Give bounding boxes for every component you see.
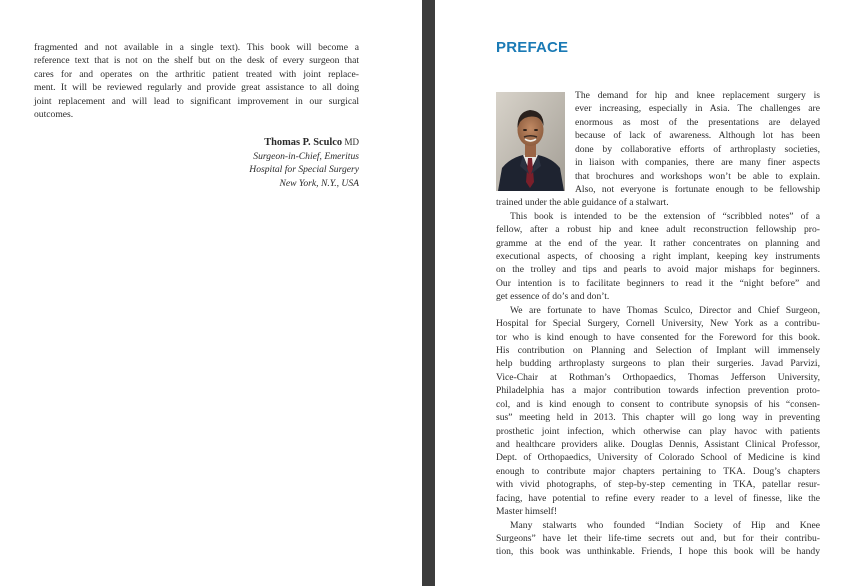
text-line: enormous as most of the presentations are delayed (575, 116, 820, 128)
signature-name: Thomas P. Sculco (264, 137, 343, 148)
right-page (435, 0, 849, 586)
text-line: Master himself! (496, 506, 558, 518)
left-page (0, 0, 422, 586)
signature-degree: MD (344, 137, 359, 147)
text-line: This book is intended to be the extension of “scribbled notes” of a (510, 210, 820, 222)
text-line: Many stalwarts who founded “Indian Society of Hip and Knee (510, 519, 820, 531)
text-line: ever increasing, especially in Asia. The challenges are (575, 103, 820, 115)
text-line: cares for and operates on the arthritic patient treated with joint replace- (34, 68, 359, 80)
signature-location: New York, N.Y., USA (279, 177, 359, 189)
text-line: tor who is kind enough to have consented for the Foreword for this book. (496, 331, 820, 343)
page-title: PREFACE (496, 39, 569, 56)
foreword-signature (200, 136, 359, 190)
text-line: Philadelphia has a major contribution towards infection prevention proto- (496, 385, 820, 397)
text-line: facing, have potential to refine every reader to a level of finesse, like the (496, 492, 820, 504)
signature-title: Surgeon-in-Chief, Emeritus (253, 150, 359, 162)
text-line: The demand for hip and knee replacement surgery is (575, 90, 820, 101)
text-line: in liaison with companies, there are many finer aspects (575, 157, 820, 169)
left-page-text (34, 41, 359, 122)
signature-institution: Hospital for Special Surgery (249, 164, 359, 176)
text-line: Surgeons” have let their life-time secrets out and, but for their contribu- (496, 532, 820, 544)
text-line: with vivid photographs, of step-by-step cementing in TKA, patellar resur- (496, 479, 820, 491)
text-line: done by collaborative efforts of arthroplasty societies, (575, 143, 820, 155)
text-line: help budding arthroplasty surgeons to plan their surgeries. Javad Parvizi, (496, 358, 820, 370)
text-line: We are fortunate to have Thomas Sculco, Director and Chief Surgeon, (510, 304, 820, 316)
text-line: Our intention is to facilitate beginners to read it the “night before” and (496, 277, 820, 289)
text-line: executional aspects, of choosing a right implant, keeping key instruments (496, 251, 820, 263)
text-line: fellow, after a robust hip and knee adult reconstruction fellowship pro- (496, 224, 820, 236)
text-line: on the trolley and tips and pearls to avoid major mishaps for beginners. (496, 264, 820, 276)
text-line: get essence of do’s and don’t. (496, 291, 610, 303)
text-line: tion, this book was unthinkable. Friends, I hope this book will be handy (496, 546, 820, 558)
text-line: enough to contribute major chapters pertaining to TKA. Doug’s chapters (496, 465, 820, 477)
text-line: reference text that is not on the shelf but on the desk of every surgeon that (34, 55, 359, 67)
page-gutter (422, 0, 435, 586)
text-line: Also, not everyone is fortunate enough to be fellowship (575, 183, 820, 195)
text-line: ment. It will be reviewed regularly and provide great assistance to all doing (34, 82, 359, 94)
text-line: outcomes. (34, 109, 74, 121)
text-line: fragmented and not available in a single text). This book will become a (34, 42, 359, 53)
preface-body (496, 89, 820, 559)
text-line: col, and is kind enough to consent to contribute synopsis of his “consen- (496, 398, 820, 410)
text-line: trained under the able guidance of a stalwart. (496, 197, 669, 209)
text-line: His contribution on Planning and Selection of Implant will immensely (496, 345, 820, 357)
text-line: Dept. of Orthopaedics, University of Colorado School of Medicine is kind (496, 452, 820, 464)
text-line: gramme at the end of the year. It rather concentrates on planning and (496, 237, 820, 249)
text-line: Hospital for Special Surgery, Cornell University, New York as a contribu- (496, 318, 820, 330)
text-line: Vice-Chair at Rothman’s Orthopaedics, Thomas Jefferson University, (496, 371, 820, 383)
text-line: joint replacement and will lead to significant improvement in our surgical (34, 95, 359, 107)
text-line: that brochures and workshops won’t be able to explain. (575, 170, 820, 182)
text-line: and healthcare providers alike. Douglas Dennis, Assistant Clinical Professor, (496, 438, 820, 450)
text-line: prosthetic joint infection, which otherwise can play havoc with patients (496, 425, 820, 437)
text-line: because of lack of awareness. Although lot has been (575, 130, 820, 142)
text-line: sus” meeting held in 2013. This chapter will go long way in preventing (496, 412, 820, 424)
